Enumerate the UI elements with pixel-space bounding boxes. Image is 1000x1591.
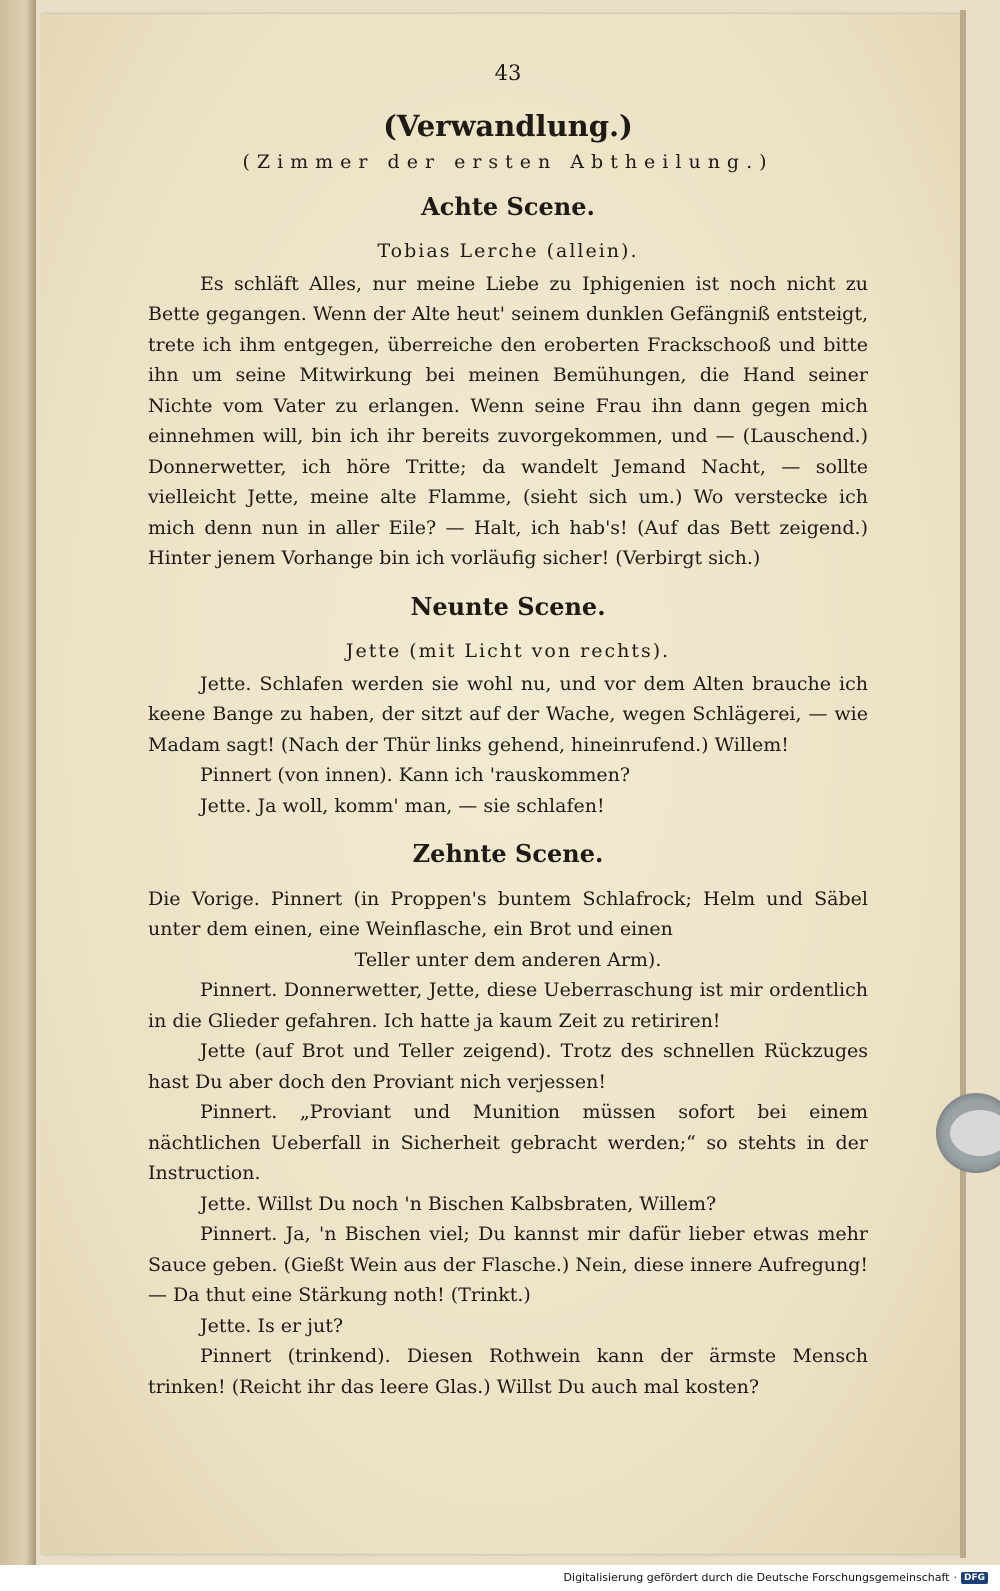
page-number: 43 <box>494 61 522 85</box>
dialogue-paragraph: Pinnert (von innen). Kann ich 'rauskommen? <box>200 764 631 786</box>
transformation-heading: (Verwandlung.) <box>383 108 633 143</box>
scene-cast-line: Die Vorige. Pinnert (in Proppen's buntem Schlafrock; Helm und Säbel unter dem einen, eine Weinflasche, ein Brot und einen <box>148 887 868 940</box>
dialogue-paragraph: Jette. Is er jut? <box>200 1314 344 1337</box>
scene-title: Zehnte Scene. <box>412 839 604 868</box>
scene-cast-line: Teller unter dem anderen Arm). <box>354 948 662 971</box>
dialogue-paragraph: Jette. Schlafen werden sie wohl nu, und vor dem Alten brauche ich keene Bange zu haben, der sitzt auf der Wache, wegen Schlägerei, — wie Madam sagt! (Nach der Thür links gehend, hineinrufend.) Willem! <box>148 672 868 756</box>
page-stack-edge <box>960 10 966 1558</box>
scene-cast: Tobias Lerche (allein). <box>377 240 639 262</box>
scene-cast: Jette (mit Licht von rechts). <box>345 640 671 662</box>
dialogue-paragraph: Pinnert. „Proviant und Munition müssen sofort bei einem nächtlichen Ueberfall in Sicherheit gebracht werden;“ so stehts in der Instruction. <box>148 1101 868 1184</box>
dialogue-paragraph: Pinnert. Donnerwetter, Jette, diese Ueberraschung ist mir ordentlich in die Glieder gefahren. Ich hatte ja kaum Zeit zu retiriren! <box>148 979 868 1032</box>
previous-page-edge <box>0 0 36 1565</box>
dialogue-paragraph: Jette. Willst Du noch 'n Bischen Kalbsbraten, Willem? <box>200 1192 717 1215</box>
dialogue-paragraph: Jette (auf Brot und Teller zeigend). Trotz des schnellen Rückzuges hast Du aber doch den Proviant nich verjessen! <box>148 1040 868 1093</box>
dialogue-paragraph: Pinnert. Ja, 'n Bischen viel; Du kannst mir dafür lieber etwas mehr Sauce geben. (Gießt Wein aus der Flasche.) Nein, diese innere Aufregung! — Da thut eine Stärkung noth! (Trinkt.) <box>148 1223 869 1306</box>
funding-footer: Digitalisierung gefördert durch die Deutsche Forschungsgemeinschaft · DFG <box>564 1571 988 1584</box>
funding-credit-text: Digitalisierung gefördert durch die Deutsche Forschungsgemeinschaft <box>563 1571 950 1584</box>
dfg-logo: DFG <box>961 1572 988 1584</box>
dialogue-paragraph: Jette. Ja woll, komm' man, — sie schlafen! <box>200 794 605 817</box>
location-subheading: (Zimmer der ersten Abtheilung.) <box>242 151 774 173</box>
monologue-paragraph: Es schläft Alles, nur meine Liebe zu Iphigenien ist noch nicht zu Bette gegangen. Wenn der Alte heut' seinem dunklen Gefängniß entsteigt, trete ich ihm entgegen, überreiche den eroberten Frackschooß und bitte ihn um seine Mitwirkung bei meinen Bemühungen, die Hand seiner Nichte vom Vater zu erlangen. Wenn seine Frau ihn dann gegen mich einnehmen will, bin ich ihr bereits zuvorgekommen, und — (Lauschend.) Donnerwetter, ich höre Tritte; da wandelt Jemand Nacht, — sollte vielleicht Jette, meine alte Flamme, (sieht sich um.) Wo verstecke ich mich denn nun in aller Eile? — Halt, ich hab's! (Auf das Bett zeigend.) Hinter jenem Vorhange bin ich vorläufig sicher! (Verbirgt sich.) <box>148 272 868 569</box>
page-text <box>148 58 868 1402</box>
scene-title: Neunte Scene. <box>410 591 606 621</box>
dialogue-paragraph: Pinnert (trinkend). Diesen Rothwein kann der ärmste Mensch trinken! (Reicht ihr das leere Glas.) Willst Du auch mal kosten? <box>148 1345 868 1398</box>
scene-title: Achte Scene. <box>421 191 595 221</box>
